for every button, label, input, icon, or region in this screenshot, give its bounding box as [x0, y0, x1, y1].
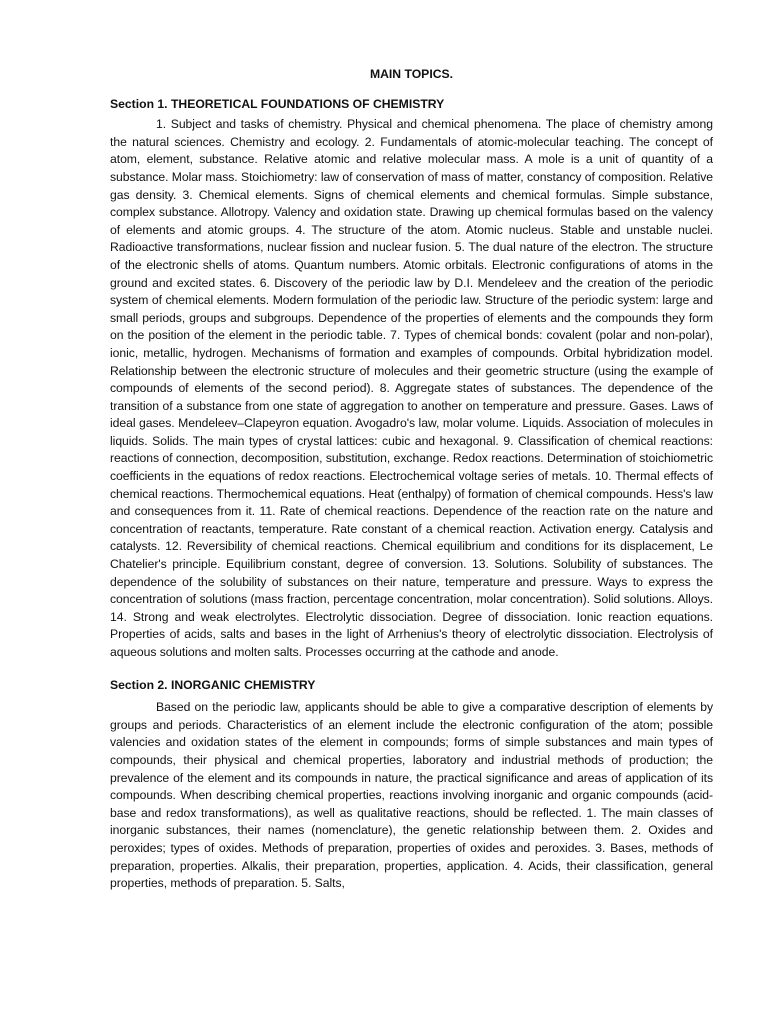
- document-page: [110, 66, 713, 893]
- section-1: [110, 96, 713, 662]
- section-2: [110, 677, 713, 893]
- section-2-heading: Section 2. INORGANIC CHEMISTRY: [110, 677, 316, 692]
- document-title: MAIN TOPICS.: [369, 67, 454, 81]
- section-1-body: 1. Subject and tasks of chemistry. Physical and chemical phenomena. The place of chemistry among the natural sciences. Chemistry and ecology. 2. Fundamentals of atomic-molecular teaching. The concept of atom, element, substance. Relative atomic and relative molecular mass. A mole is a unit of quantity of a substance. Molar mass. Stoichiometry: law of conservation of mass of matter, constancy of composition. Relative gas density. 3. Chemical elements. Signs of chemical elements and chemical formulas. Simple substance, complex substance. Allotropy. Valency and oxidation state. Drawing up chemical formulas based on the valency of elements and atomic groups. 4. The structure of the atom. Atomic nucleus. Stable and unstable nuclei. Radioactive transformations, nuclear fission and nuclear fusion. 5. The dual nature of the electron. The structure of the electronic shells of atoms. Quantum numbers. Atomic orbitals. Electronic configurations of atoms in the ground and excited states. 6. Discovery of the periodic law by D.I. Mendeleev and the creation of the periodic system of chemical elements. Modern formulation of the periodic law. Structure of the periodic system: large and small periods, groups and subgroups. Dependence of the properties of elements and the compounds they form on the position of the element in the periodic table. 7. Types of chemical bonds: covalent (polar and non-polar), ionic, metallic, hydrogen. Mechanisms of formation and examples of compounds. Orbital hybridization model. Relationship between the electronic structure of molecules and their geometric structure (using the example of compounds of elements of the second period). 8. Aggregate states of substances. The dependence of the transition of a substance from one state of aggregation to another on temperature and pressure. Gases. Laws of ideal gases. Mendeleev–Clapeyron equation. Avogadro's law, molar volume. Liquids. Association of molecules in liquids. Solids. The main types of crystal lattices: cubic and hexagonal. 9. Classification of chemical reactions: reactions of connection, decomposition, substitution, exchange. Redox reactions. Determination of stoichiometric coefficients in the equations of redox reactions. Electrochemical voltage series of metals. 10. Thermal effects of chemical reactions. Thermochemical equations. Heat (enthalpy) of formation of chemical compounds. Hess's law and consequences from it. 11. Rate of chemical reactions. Dependence of the reaction rate on the nature and concentration of reactants, temperature. Rate constant of a chemical reaction. Activation energy. Catalysis and catalysts. 12. Reversibility of chemical reactions. Chemical equilibrium and conditions for its displacement, Le Chatelier's principle. Equilibrium constant, degree of conversion. 13. Solutions. Solubility of substances. The dependence of the solubility of substances on their nature, temperature and pressure. Ways to express the concentration of solutions (mass fraction, percentage concentration, molar concentration). Solid solutions. Alloys. 14. Strong and weak electrolytes. Electrolytic dissociation. Degree of dissociation. Ionic reaction equations. Properties of acids, salts and bases in the light of Arrhenius's theory of electrolytic dissociation. Electrolysis of aqueous solutions and molten salts. Processes occurring at the cathode and anode.: [110, 117, 713, 659]
- section-1-heading: Section 1. THEORETICAL FOUNDATIONS OF CHEMISTRY: [110, 96, 445, 111]
- section-2-body: Based on the periodic law, applicants should be able to give a comparative description of elements by groups and periods. Characteristics of an element include the electronic configuration of the atom; possible valencies and oxidation states of the element in compounds; forms of simple substances and main types of compounds, their physical and chemical properties, laboratory and industrial methods of production; the prevalence of the element and its compounds in nature, the practical significance and areas of application of its compounds. When describing chemical properties, reactions involving inorganic and organic compounds (acid-base and redox transformations), as well as qualitative reactions, should be reflected. 1. The main classes of inorganic substances, their names (nomenclature), the genetic relationship between them. 2. Oxides and peroxides; types of oxides. Methods of preparation, properties of oxides and peroxides. 3. Bases, methods of preparation, properties. Alkalis, their preparation, properties, application. 4. Acids, their classification, general properties, methods of preparation. 5. Salts,: [110, 700, 713, 891]
